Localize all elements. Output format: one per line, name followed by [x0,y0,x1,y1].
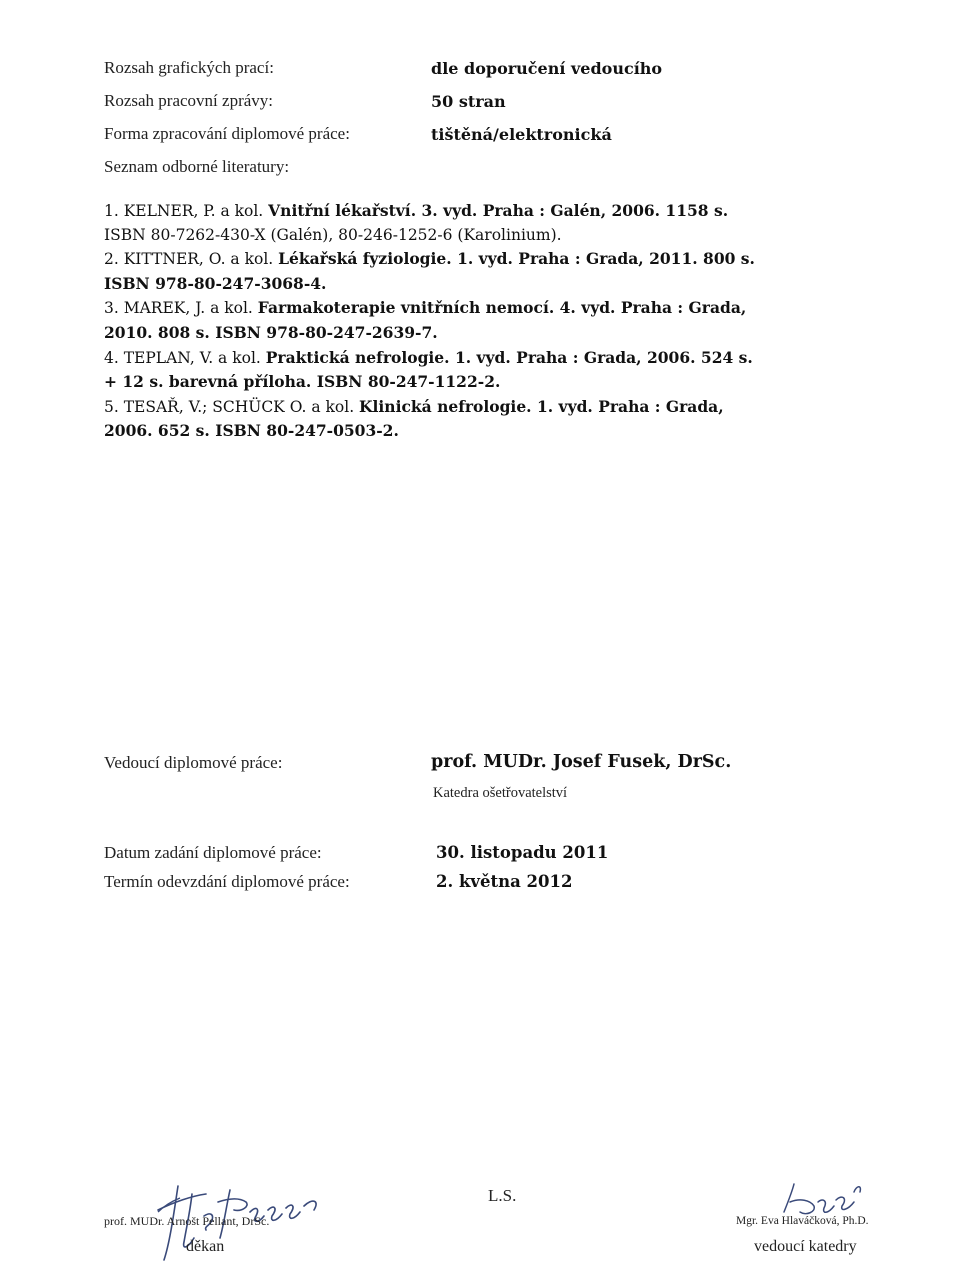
report-scope-value: 50 stran [431,92,506,111]
reference-text: 2. KITTNER, O. a kol. [104,250,279,269]
reference-text: + 12 s. barevná příloha. ISBN 80-247-1122-2. [104,372,501,392]
reference-item [104,247,755,296]
reference-text: Vnitřní lékařství. 3. vyd. Praha : Galén, 2006. 1158 s. [268,201,729,220]
supervisor-label: Vedoucí diplomové práce: [104,753,283,772]
assigned-date-value: 30. listopadu 2011 [436,843,609,862]
reference-text: 3. MAREK, J. a kol. [104,299,258,318]
graphic-works-value: dle doporučení vedoucího [431,59,663,78]
reference-text: 4. TEPLAN, V. a kol. [104,348,266,367]
thesis-form-label: Forma zpracování diplomové práce: [104,124,350,143]
report-scope-label: Rozsah pracovní zprávy: [104,91,273,110]
reference-line [104,247,755,272]
reference-line [104,272,755,297]
reference-text: ISBN 80-7262-430-X (Galén), 80-246-1252-6 (Karolinium). [104,225,562,244]
reference-text: Praktická nefrologie. 1. vyd. Praha : Grada, 2006. 524 s. [265,347,753,367]
reference-item [104,296,755,345]
reference-line [104,321,755,346]
reference-line [104,346,755,371]
reference-line [104,199,755,224]
reference-text: 5. TESAŘ, V.; SCHÜCK O. a kol. [104,397,360,416]
reference-text: ISBN 978-80-247-3068-4. [104,273,327,293]
assigned-date-label: Datum zadání diplomové práce: [104,843,322,862]
reference-line [104,419,755,444]
reference-line [104,370,755,395]
reference-text: Klinická nefrologie. 1. vyd. Praha : Grada, [359,396,724,416]
reference-text: 1. KELNER, P. a kol. [104,202,269,220]
supervisor-department: Katedra ošetřovatelství [433,785,568,801]
reference-text: 2006. 652 s. ISBN 80-247-0503-2. [104,421,399,441]
supervisor-name: prof. MUDr. Josef Fusek, DrSc. [431,752,732,772]
seal-mark: L.S. [488,1186,517,1205]
due-date-label: Termín odevzdání diplomové práce: [104,872,350,891]
literature-label: Seznam odborné literatury: [104,157,290,176]
reference-item [104,346,755,395]
reference-item [104,199,755,247]
thesis-form-value: tištěná/elektronická [431,125,612,144]
due-date-value: 2. května 2012 [436,872,573,891]
graphic-works-label: Rozsah grafických prací: [104,58,274,77]
reference-line [104,395,755,420]
reference-line [104,296,755,321]
reference-text: Lékařská fyziologie. 1. vyd. Praha : Grada, 2011. 800 s. [278,249,755,269]
department-head-name: Mgr. Eva Hlaváčková, Ph.D. [736,1215,869,1227]
reference-line [104,224,755,248]
department-head-title: vedoucí katedry [754,1238,857,1255]
reference-text: Farmakoterapie vnitřních nemocí. 4. vyd. Praha : Grada, [257,298,747,318]
reference-item [104,395,755,444]
dean-name: prof. MUDr. Arnošt Pellant, DrSc. [104,1214,270,1228]
reference-list [104,199,755,444]
reference-text: 2010. 808 s. ISBN 978-80-247-2639-7. [104,322,438,342]
dean-title: děkan [186,1238,225,1255]
